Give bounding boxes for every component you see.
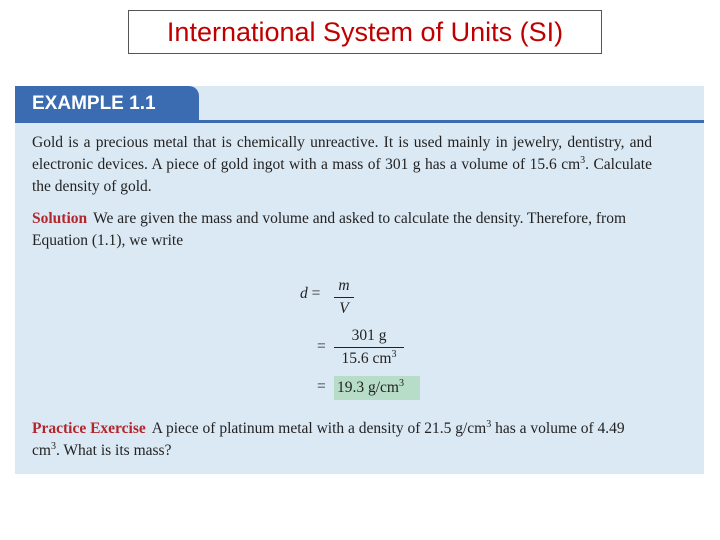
- fraction-mass-numerator: 301 g: [351, 327, 387, 344]
- fraction-volume-denominator: 15.6 $cm^3$: [341, 349, 397, 367]
- equals-sign-1: =: [311, 285, 321, 302]
- example-tab: [15, 86, 199, 122]
- problem-question: . Calculate the density of gold.: [32, 156, 652, 195]
- practice-text-middle: has a volume of 4.49 cm: [32, 420, 625, 459]
- fraction-v-denominator: V: [339, 300, 349, 317]
- slide-title: International System of Units (SI): [128, 10, 602, 54]
- example-tab-label: EXAMPLE 1.1: [32, 93, 156, 114]
- solution-text: We are given the mass and volume and asked to calculate the density. Therefore, from Equation (1.1), we write: [32, 210, 627, 249]
- answer-value: 19.3 $g/cm^3$: [337, 378, 404, 396]
- problem-statement: [32, 132, 652, 198]
- fraction-volume-exponent: 3: [391, 349, 397, 360]
- solution-paragraph: [32, 208, 652, 252]
- fraction-values: [334, 326, 404, 369]
- example-header-rule: [15, 120, 704, 123]
- practice-text-start: A piece of platinum metal with a density of 21.5 g/cm: [151, 420, 487, 437]
- equals-sign-2: =: [317, 338, 326, 355]
- density-lhs: [300, 285, 320, 303]
- equals-sign-3: =: [317, 378, 326, 395]
- fraction-bar-1: [334, 297, 354, 298]
- fraction-m-numerator: m: [338, 277, 350, 294]
- fraction-m-over-v: [334, 276, 354, 319]
- practice-question: . What is its mass?: [55, 442, 172, 459]
- practice-exercise: [32, 418, 652, 462]
- problem-volume-exponent: 3: [580, 155, 586, 166]
- fraction-bar-2: [334, 347, 404, 348]
- solution-label: Solution: [32, 210, 88, 227]
- practice-volume-exponent: 3: [50, 441, 56, 452]
- practice-label: Practice Exercise: [32, 420, 146, 437]
- density-symbol: d: [300, 285, 308, 302]
- answer-exponent: 3: [399, 378, 404, 389]
- problem-text: Gold is a precious metal that is chemically unreactive. It is used mainly in jewelry, dentistry, and electronic devices. A piece of gold ingot with a mass of 301 g has a volume of 15.6 cm: [32, 134, 652, 173]
- practice-density-exponent: 3: [486, 419, 492, 430]
